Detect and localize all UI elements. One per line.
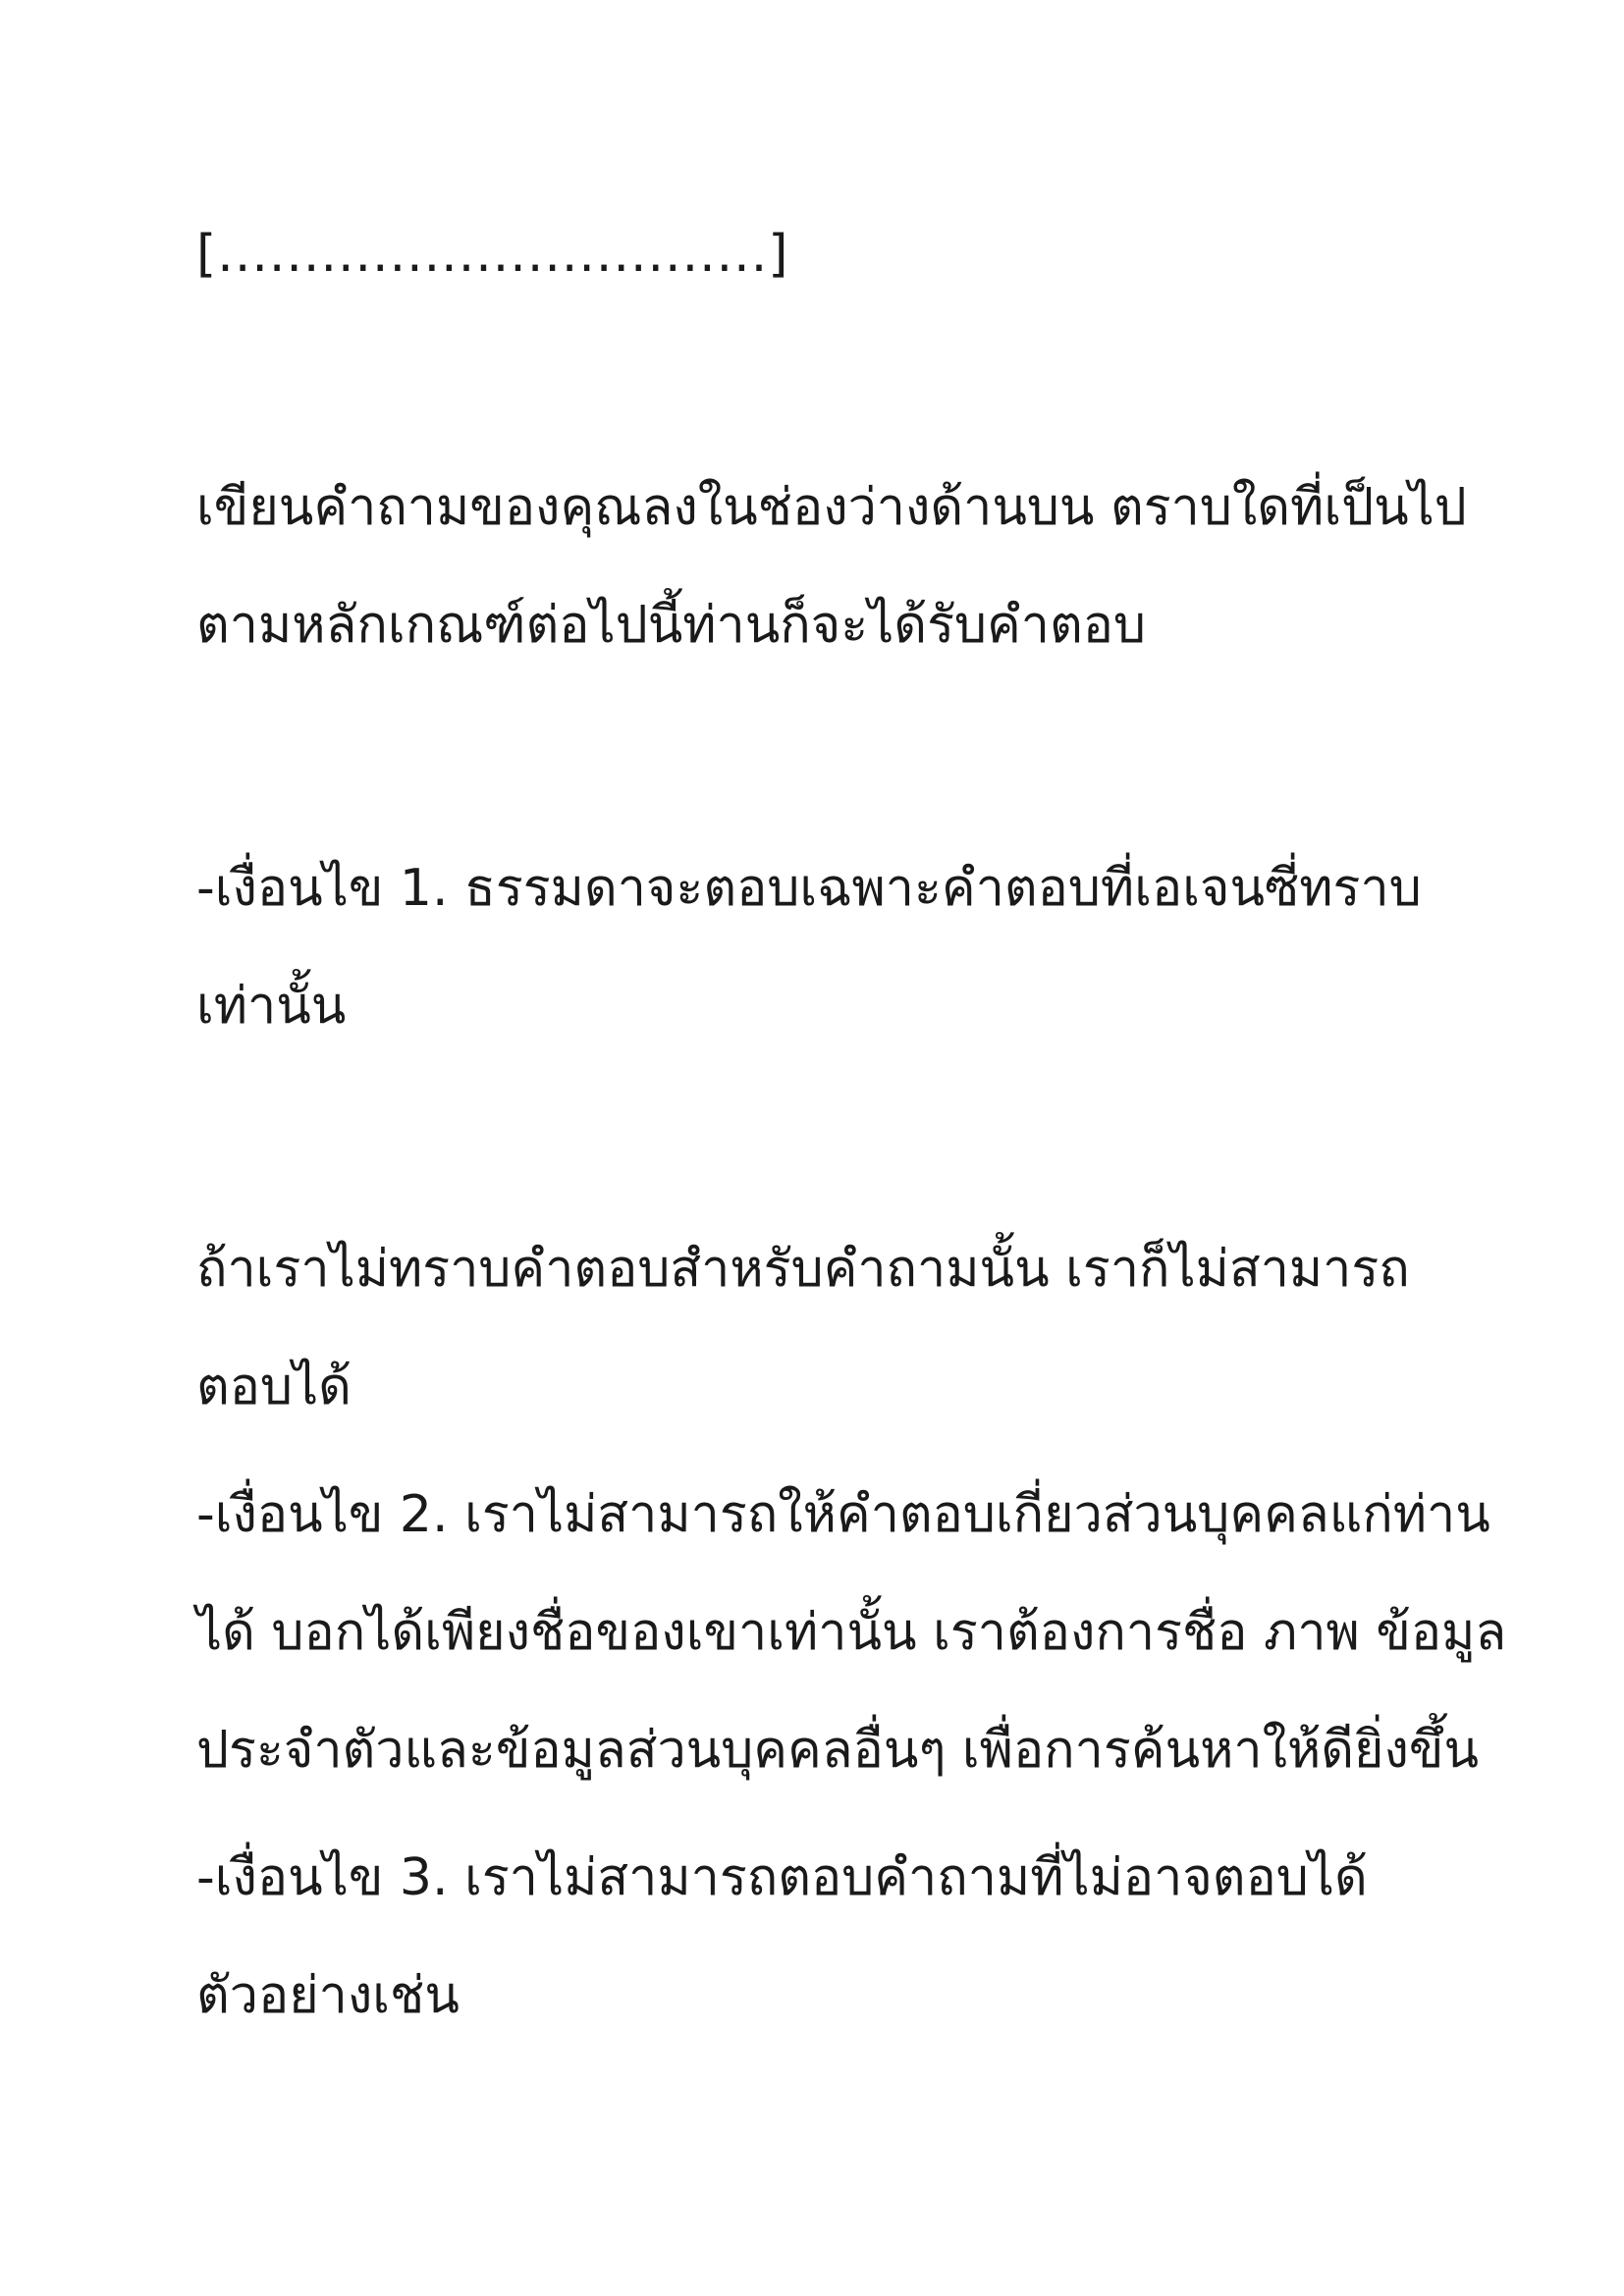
unknown-answer-line-2: ตอบได้ — [196, 1358, 352, 1416]
condition-1-line-2: เท่านั้น — [196, 977, 347, 1036]
condition-2-line-2: ได้ บอกได้เพียงชื่อของเขาเท่านั้น เราต้องการชื่อ ภาพ ข้อมูล — [196, 1603, 1507, 1662]
unknown-answer-line-1: ถ้าเราไม่ทราบคำตอบสำหรับคำถามนั้น เราก็ไม่สามารถ — [196, 1240, 1410, 1299]
question-blank-field: [................................] — [196, 225, 789, 284]
condition-1-line-1: -เงื่อนไข 1. ธรรมดาจะตอบเฉพาะคำตอบที่เอเจนซี่ทราบ — [196, 859, 1422, 918]
condition-3-line-1: -เงื่อนไข 3. เราไม่สามารถตอบคำถามที่ไม่อาจตอบได้ — [196, 1848, 1368, 1907]
condition-3-line-2: ตัวอย่างเช่น — [196, 1966, 460, 2025]
condition-2-line-1: -เงื่อนไข 2. เราไม่สามารถให้คำตอบเกี่ยวส่วนบุคคลแก่ท่าน — [196, 1485, 1490, 1544]
condition-2-line-3: ประจำตัวและข้อมูลส่วนบุคคลอื่นๆ เพื่อการค้นหาให้ดียิ่งขึ้น — [196, 1721, 1479, 1780]
instruction-line-1: เขียนคำถามของคุณลงในช่องว่างด้านบน ตราบใดที่เป็นไป — [196, 478, 1467, 537]
instruction-line-2: ตามหลักเกณฑ์ต่อไปนี้ท่านก็จะได้รับคำตอบ — [196, 596, 1147, 655]
